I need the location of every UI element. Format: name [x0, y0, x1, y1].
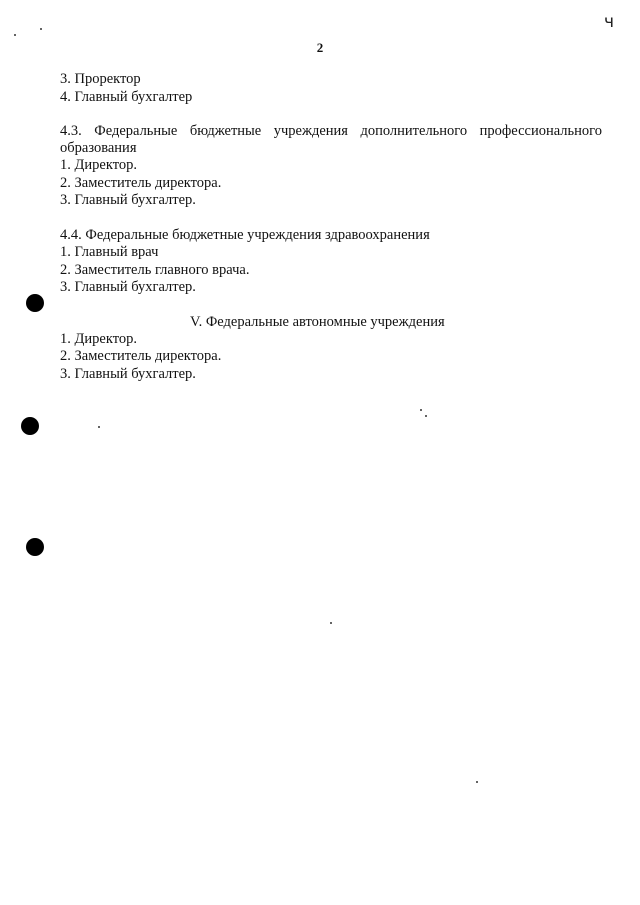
list-item: 3. Главный бухгалтер. — [60, 192, 196, 208]
scan-speck — [14, 34, 16, 36]
scan-speck — [98, 426, 100, 428]
scan-speck — [476, 781, 478, 783]
page-number: 2 — [316, 40, 324, 55]
section-heading: V. Федеральные автономные учреждения — [190, 314, 445, 330]
section-heading-continuation: образования — [60, 140, 137, 156]
list-item: 4. Главный бухгалтер — [60, 89, 193, 105]
scan-speck — [425, 415, 427, 417]
list-item: 1. Главный врач — [60, 244, 159, 260]
punch-hole — [21, 417, 39, 435]
list-item: 2. Заместитель директора. — [60, 175, 222, 191]
scan-speck — [40, 28, 42, 30]
section-heading: 4.3. Федеральные бюджетные учреждения дополнительного профессионального — [60, 123, 602, 139]
list-item: 2. Заместитель главного врача. — [60, 262, 250, 278]
scan-speck — [330, 622, 332, 624]
punch-hole — [26, 538, 44, 556]
list-item: 3. Проректор — [60, 71, 141, 87]
scan-speck — [420, 409, 422, 411]
list-item: 1. Директор. — [60, 331, 137, 347]
list-item: 3. Главный бухгалтер. — [60, 279, 196, 295]
punch-hole — [26, 294, 44, 312]
list-item: 3. Главный бухгалтер. — [60, 366, 196, 382]
section-heading: 4.4. Федеральные бюджетные учреждения здравоохранения — [60, 227, 430, 243]
list-item: 2. Заместитель директора. — [60, 348, 222, 364]
list-item: 1. Директор. — [60, 157, 137, 173]
handwritten-page-mark: ч — [604, 12, 615, 32]
